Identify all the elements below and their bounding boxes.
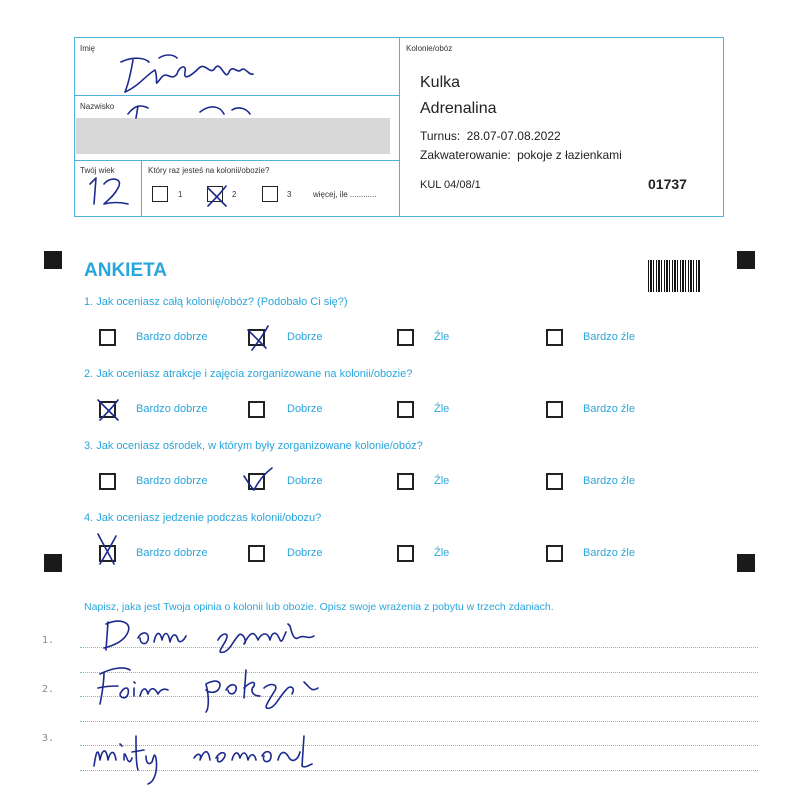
q2-option-bardzo-zle-checkbox[interactable] (546, 401, 563, 418)
line-number-1: 1. (42, 635, 55, 646)
form-number: 01737 (648, 176, 687, 192)
q4-option-bardzo-dobrze-label: Bardzo dobrze (136, 547, 208, 559)
row-divider (74, 160, 400, 161)
q1-option-bardzo-dobrze-label: Bardzo dobrze (136, 331, 208, 343)
q2-option-dobrze-checkbox[interactable] (248, 401, 265, 418)
visit-count-label-1: 1 (178, 190, 183, 199)
opinion-prompt: Napisz, jaka jest Twoja opinia o kolonii lub obozie. Opisz swoje wrażenia z pobytu w trzech zdaniach. (84, 601, 554, 613)
q4-option-dobrze-checkbox[interactable] (248, 545, 265, 562)
q1-option-zle-checkbox[interactable] (397, 329, 414, 346)
question-1-text: 1. Jak oceniasz całą kolonię/obóz? (Podobało Ci się?) (84, 296, 348, 308)
q4-option-dobrze-label: Dobrze (287, 547, 323, 559)
visit-count-checkbox-1[interactable] (152, 186, 168, 202)
q1-option-bardzo-dobrze-checkbox[interactable] (99, 329, 116, 346)
q4-option-bardzo-zle-label: Bardzo źle (583, 547, 635, 559)
q1-option-bardzo-zle-label: Bardzo źle (583, 331, 635, 343)
q1-option-bardzo-zle-checkbox[interactable] (546, 329, 563, 346)
registration-marker (44, 251, 62, 269)
kolonia-name-1: Kulka (420, 74, 461, 91)
q1-dobrze-mark (242, 322, 272, 352)
zakwaterowanie-row (420, 148, 622, 162)
visit-count-label-2: 2 (232, 190, 237, 199)
q3-option-bardzo-zle-label: Bardzo źle (583, 475, 635, 487)
registration-marker (44, 554, 62, 572)
q3-option-bardzo-dobrze-label: Bardzo dobrze (136, 475, 208, 487)
kolonia-name-2: Adrenalina (420, 100, 497, 117)
q4-option-zle-label: Źle (434, 547, 450, 559)
turnus-value: 28.07-07.08.2022 (466, 129, 561, 143)
q2-bardzo-dobrze-mark (94, 394, 124, 424)
q2-option-zle-label: Źle (434, 403, 450, 415)
handwritten-answer-1 (98, 614, 328, 664)
question-2-text: 2. Jak oceniasz atrakcje i zajęcia zorganizowane na kolonii/obozie? (84, 368, 413, 380)
handwritten-surname-fragment (120, 100, 260, 120)
wiek-label: Twój wiek (80, 166, 115, 175)
turnus-row (420, 129, 561, 143)
q3-option-bardzo-zle-checkbox[interactable] (546, 473, 563, 490)
barcode (648, 260, 701, 292)
registration-marker (737, 554, 755, 572)
handwritten-answer-3 (88, 726, 322, 788)
line-number-3: 3. (42, 733, 55, 744)
q3-option-zle-label: Źle (434, 475, 450, 487)
header-divider (399, 37, 400, 217)
q1-option-dobrze-label: Dobrze (287, 331, 323, 343)
question-3-text: 3. Jak oceniasz ośrodek, w którym były zorganizowane kolonie/obóz? (84, 440, 423, 452)
handwritten-age (84, 174, 134, 208)
nazwisko-label: Nazwisko (80, 102, 115, 111)
zakwaterowanie-value: pokoje z łazienkami (517, 148, 622, 162)
line-number-2: 2. (42, 684, 55, 695)
q3-option-zle-checkbox[interactable] (397, 473, 414, 490)
q3-dobrze-mark (240, 464, 274, 494)
turnus-label: Turnus: (420, 129, 461, 143)
q1-option-zle-label: Źle (434, 331, 450, 343)
redacted-surname (76, 118, 390, 154)
registration-marker (737, 251, 755, 269)
survey-title: ANKIETA (84, 260, 168, 281)
handwritten-first-name (115, 52, 265, 96)
kolonia-label: Kolonie/obóz (406, 44, 453, 53)
q3-option-dobrze-label: Dobrze (287, 475, 323, 487)
visit-count-label-3: 3 (287, 190, 292, 199)
q4-option-zle-checkbox[interactable] (397, 545, 414, 562)
wiecej-label: więcej, ile ............ (313, 190, 377, 199)
q2-option-bardzo-dobrze-label: Bardzo dobrze (136, 403, 208, 415)
zakwaterowanie-label: Zakwaterowanie: (420, 148, 511, 162)
q4-option-bardzo-zle-checkbox[interactable] (546, 545, 563, 562)
q2-option-zle-checkbox[interactable] (397, 401, 414, 418)
ktory-raz-label: Który raz jesteś na kolonii/obozie? (148, 166, 270, 175)
imie-label: Imię (80, 44, 96, 53)
group-code: KUL 04/08/1 (420, 179, 481, 191)
answer-line[interactable] (80, 721, 758, 722)
q2-option-dobrze-label: Dobrze (287, 403, 323, 415)
question-4-text: 4. Jak oceniasz jedzenie podczas kolonii/obozu? (84, 512, 322, 524)
handwritten-answer-2 (90, 660, 330, 714)
q2-option-bardzo-zle-label: Bardzo źle (583, 403, 635, 415)
q3-option-bardzo-dobrze-checkbox[interactable] (99, 473, 116, 490)
q4-bardzo-dobrze-mark (92, 530, 122, 568)
visit-count-2-mark (202, 180, 230, 208)
visit-count-checkbox-3[interactable] (262, 186, 278, 202)
col-divider (141, 160, 142, 217)
